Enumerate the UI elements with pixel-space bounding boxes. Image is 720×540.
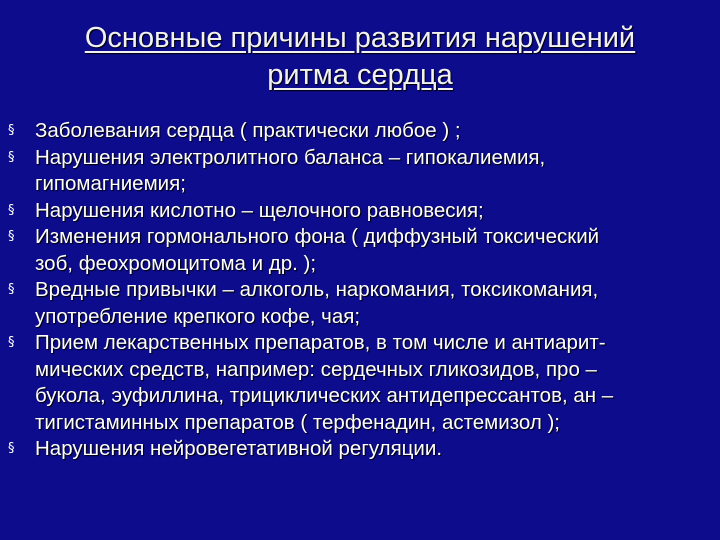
bullet-line: тигистаминных препаратов ( терфенадин, астемизол ); <box>35 410 561 434</box>
bullet-item-medications <box>8 330 708 436</box>
bullet-marker-icon: § <box>8 441 15 456</box>
bullet-item-habits <box>8 277 708 330</box>
bullet-line: мических средств, например: сердечных гликозидов, про – <box>35 357 597 381</box>
bullet-marker-icon: § <box>8 282 15 297</box>
bullet-marker-icon: § <box>8 229 15 244</box>
bullet-marker-icon: § <box>8 202 15 218</box>
bullet-item-hormonal <box>8 224 708 277</box>
bullet-item-heart-disease <box>8 118 708 145</box>
bullet-line: Прием лекарственных препаратов, в том числе и антиарит- <box>35 331 606 354</box>
bullet-list <box>8 118 708 463</box>
bullet-line: Заболевания сердца ( практически любое ) ; <box>35 119 461 142</box>
bullet-line: Вредные привычки – алкоголь, наркомания, токсикомания, <box>35 278 599 301</box>
bullet-line: Нарушения кислотно – щелочного равновесия; <box>35 198 484 222</box>
title-line-2: ритма сердца <box>267 59 453 91</box>
bullet-line: употребление крепкого кофе, чая; <box>35 304 361 328</box>
title-line-1: Основные причины развития нарушений <box>84 22 636 54</box>
bullet-marker-icon: § <box>8 123 15 138</box>
bullet-line: Изменения гормонального фона ( диффузный токсический <box>35 225 600 248</box>
bullet-line: гипомагниемия; <box>35 172 186 195</box>
bullet-marker-icon: § <box>8 149 15 165</box>
bullet-line: зоб, феохромоцитома и др. ); <box>35 251 317 275</box>
bullet-item-neurovegetative <box>8 436 708 463</box>
bullet-line: Нарушения нейровегетативной регуляции. <box>35 437 443 460</box>
bullet-marker-icon: § <box>8 335 15 350</box>
slide-title <box>40 20 680 94</box>
bullet-item-acid-base <box>8 198 708 225</box>
bullet-item-electrolyte <box>8 145 708 198</box>
bullet-line: букола, эуфиллина, трициклических антидепрессантов, ан – <box>35 384 614 407</box>
bullet-line: Нарушения электролитного баланса – гипокалиемия, <box>35 145 546 169</box>
